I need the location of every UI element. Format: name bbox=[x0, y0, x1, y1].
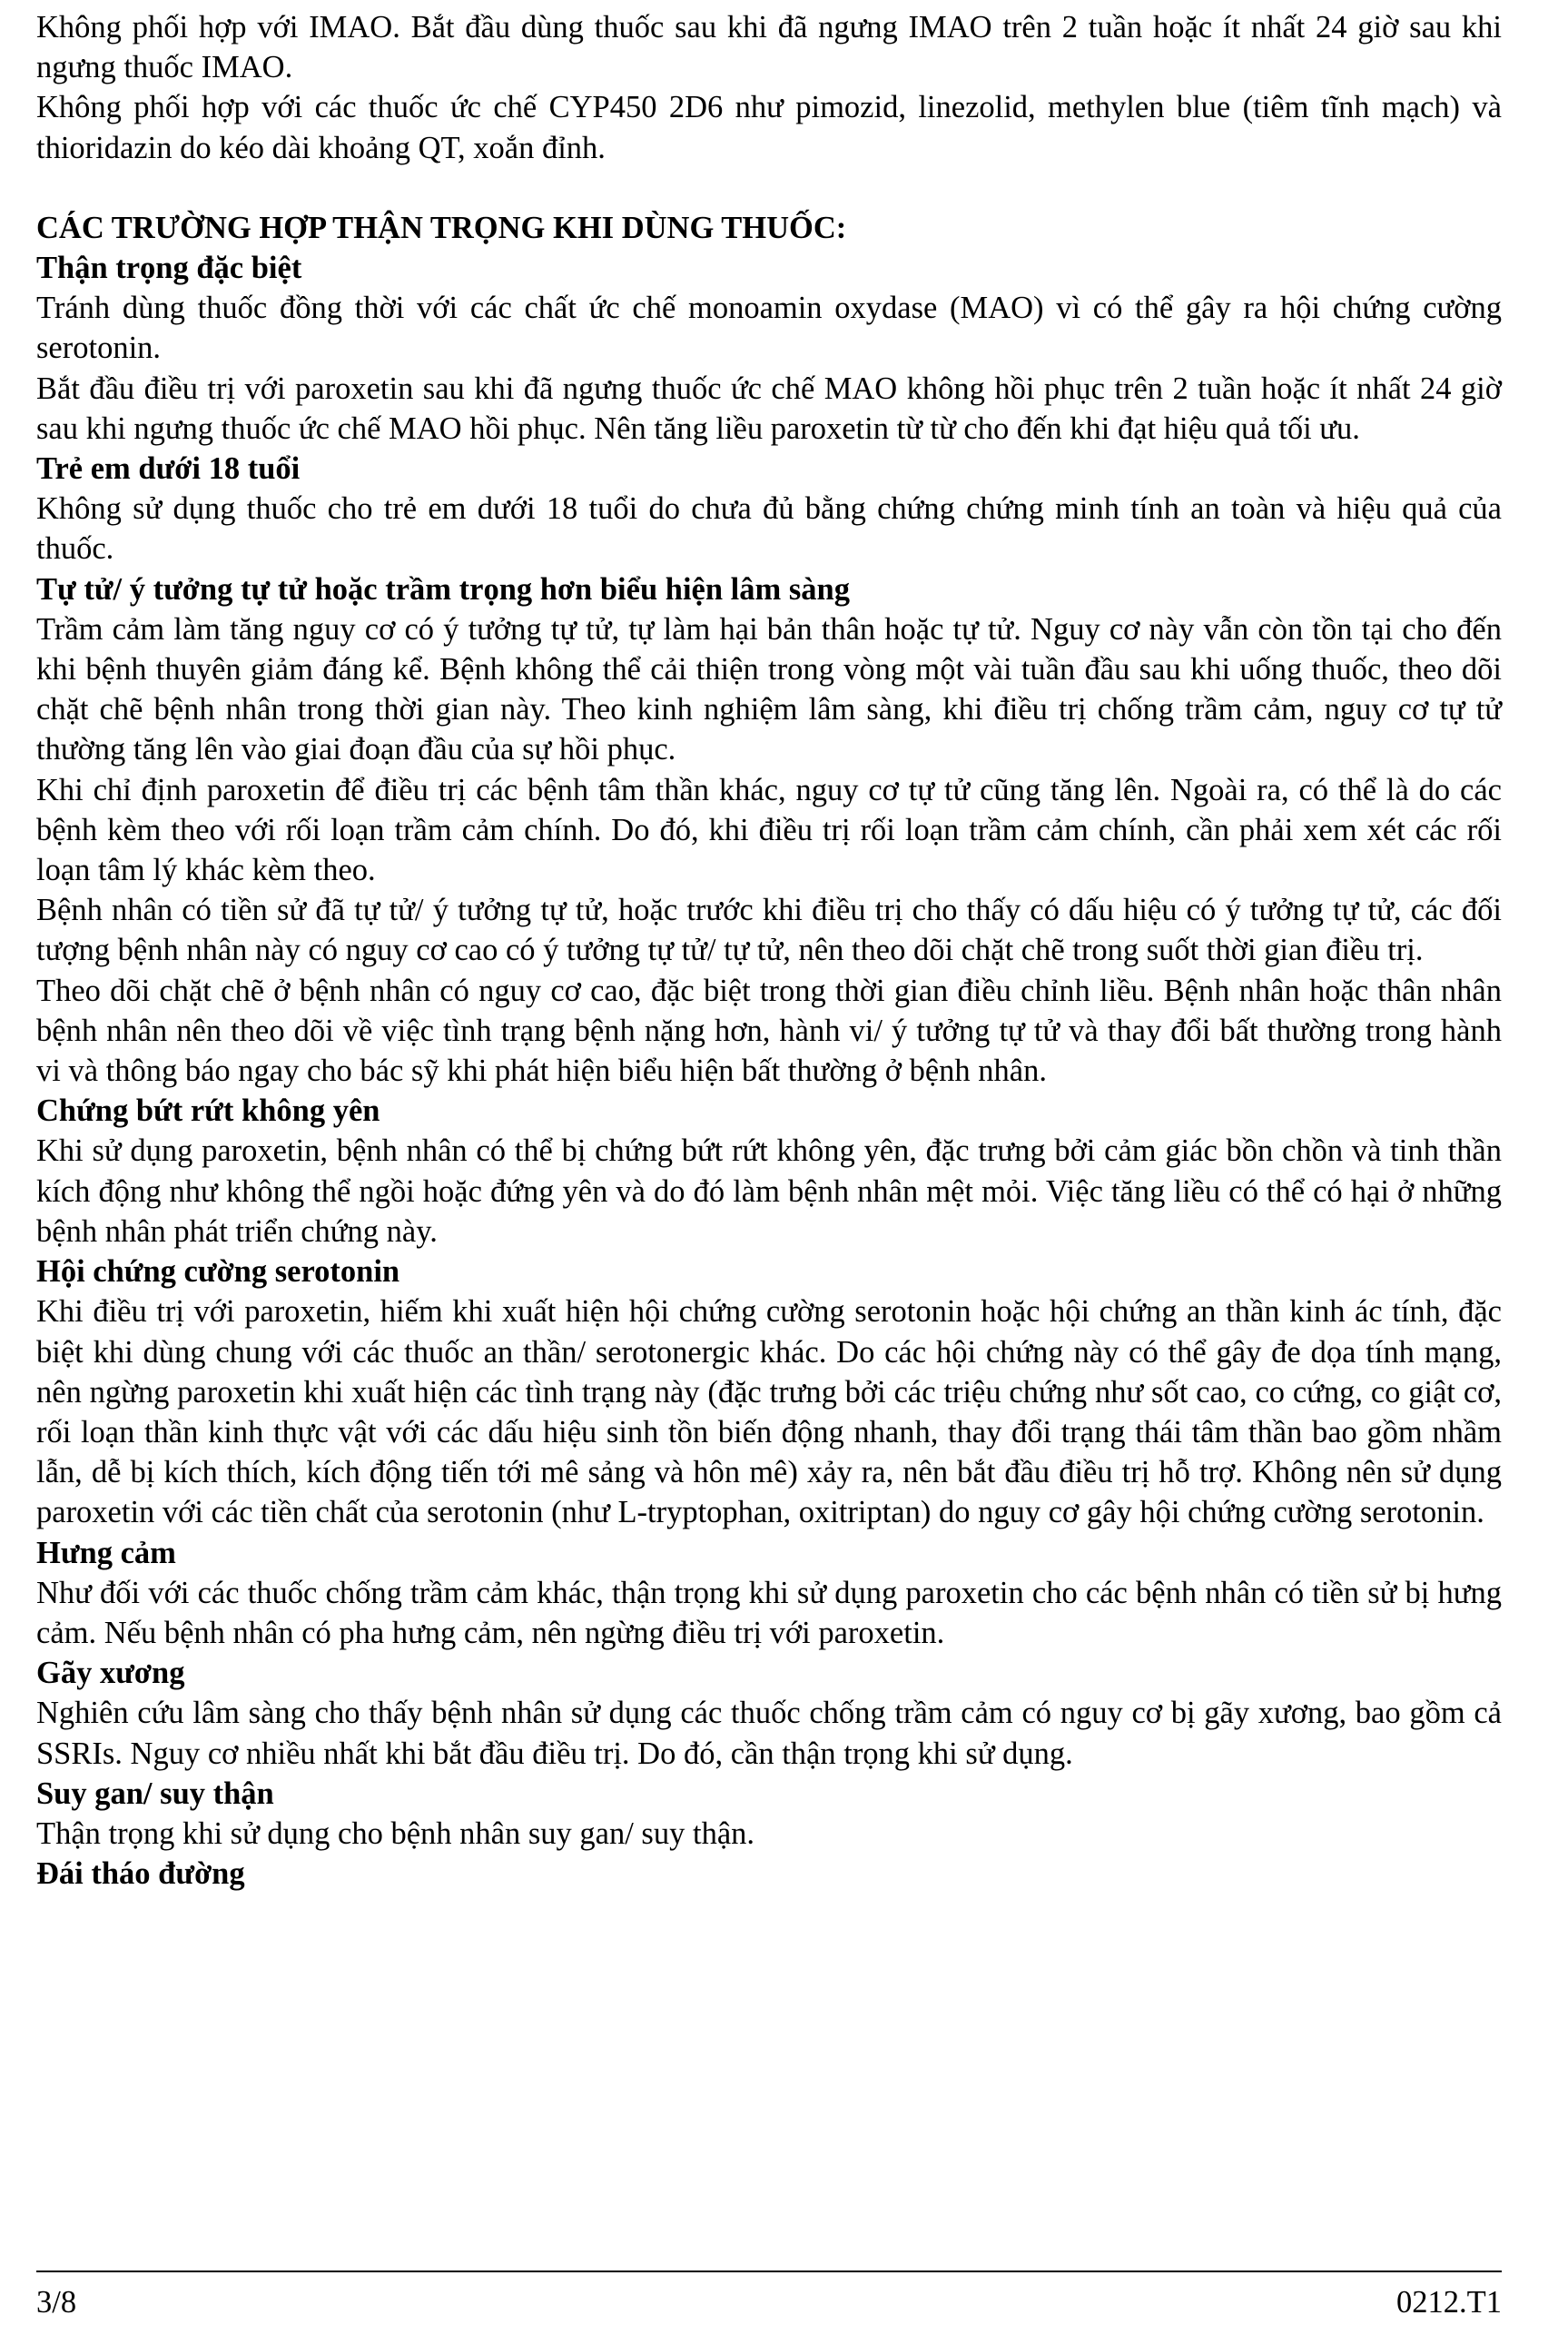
subsection-heading: Hưng cảm bbox=[36, 1535, 176, 1570]
page-footer bbox=[36, 2284, 1502, 2320]
subsection-heading: Đái tháo đường bbox=[36, 1856, 245, 1892]
document-body bbox=[36, 7, 1502, 1894]
paragraph: Khi điều trị với paroxetin, hiếm khi xuất hiện hội chứng cường serotonin hoặc hội chứng an thần kinh ác tính, đặc biệt khi dùng chung với các thuốc an thần/ serotonergic khác. Do các hội chứng này có thể gây đe dọa tính mạng, nên ngừng paroxetin khi xuất hiện các tình trạng này (đặc trưng bởi các triệu chứng như sốt cao, co cứng, co giật cơ, rối loạn thần kinh thực vật với các dấu hiệu sinh tồn biến động nhanh, thay đổi trạng thái tâm thần bao gồm nhầm lẫn, dễ bị kích thích, kích động tiến tới mê sảng và hôn mê) xảy ra, nên bắt đầu điều trị hỗ trợ. Không nên sử dụng paroxetin với các tiền chất của serotonin (như L-tryptophan, oxitriptan) do nguy cơ gây hội chứng cường serotonin. bbox=[36, 1294, 1502, 1530]
subsection-heading: Suy gan/ suy thận bbox=[36, 1776, 274, 1811]
subsection-heading: Gãy xương bbox=[36, 1656, 185, 1691]
section-title: CÁC TRƯỜNG HỢP THẬN TRỌNG KHI DÙNG THUỐC: bbox=[36, 210, 847, 245]
subsection-heading: Chứng bứt rứt không yên bbox=[36, 1093, 380, 1129]
document-code: 0212.T1 bbox=[1396, 2285, 1502, 2320]
footer-divider bbox=[36, 2271, 1502, 2272]
subsection-heading: Trẻ em dưới 18 tuổi bbox=[36, 451, 301, 487]
paragraph: Tránh dùng thuốc đồng thời với các chất ức chế monoamin oxydase (MAO) vì có thể gây ra hội chứng cường serotonin. bbox=[36, 291, 1502, 366]
paragraph: Bắt đầu điều trị với paroxetin sau khi đã ngưng thuốc ức chế MAO không hồi phục trên 2 tuần hoặc ít nhất 24 giờ sau khi ngưng thuốc ức chế MAO hồi phục. Nên tăng liều paroxetin từ từ cho đến khi đạt hiệu quả tối ưu. bbox=[36, 371, 1502, 446]
paragraph: Không sử dụng thuốc cho trẻ em dưới 18 tuổi do chưa đủ bằng chứng chứng minh tính an toàn và hiệu quả của thuốc. bbox=[36, 491, 1502, 567]
paragraph: Như đối với các thuốc chống trầm cảm khác, thận trọng khi sử dụng paroxetin cho các bệnh nhân có tiền sử bị hưng cảm. Nếu bệnh nhân có pha hưng cảm, nên ngừng điều trị với paroxetin. bbox=[36, 1575, 1502, 1650]
paragraph: Thận trọng khi sử dụng cho bệnh nhân suy gan/ suy thận. bbox=[36, 1815, 755, 1851]
subsection-heading: Thận trọng đặc biệt bbox=[36, 251, 302, 286]
paragraph: Khi sử dụng paroxetin, bệnh nhân có thể bị chứng bứt rứt không yên, đặc trưng bởi cảm giác bồn chồn và tinh thần kích động như không thể ngồi hoặc đứng yên và do đó làm bệnh nhân mệt mỏi. Việc tăng liều có thể có hại ở những bệnh nhân phát triển chứng này. bbox=[36, 1133, 1502, 1249]
paragraph: Bệnh nhân có tiền sử đã tự tử/ ý tưởng tự tử, hoặc trước khi điều trị cho thấy có dấu hiệu có ý tưởng tự tử, các đối tượng bệnh nhân này có nguy cơ cao có ý tưởng tự tử/ tự tử, nên theo dõi chặt chẽ trong suốt thời gian điều trị. bbox=[36, 893, 1502, 968]
paragraph: Khi chỉ định paroxetin để điều trị các bệnh tâm thần khác, nguy cơ tự tử cũng tăng lên. Ngoài ra, có thể là do các bệnh kèm theo với rối loạn trầm cảm chính. Do đó, khi điều trị rối loạn trầm cảm chính, cần phải xem xét các rối loạn tâm lý khác kèm theo. bbox=[36, 772, 1502, 888]
subsection-heading: Hội chứng cường serotonin bbox=[36, 1254, 400, 1290]
subsection-heading: Tự tử/ ý tưởng tự tử hoặc trầm trọng hơn biểu hiện lâm sàng bbox=[36, 571, 850, 607]
paragraph: Không phối hợp với các thuốc ức chế CYP450 2D6 như pimozid, linezolid, methylen blue (tiêm tĩnh mạch) và thioridazin do kéo dài khoảng QT, xoắn đỉnh. bbox=[36, 90, 1502, 165]
paragraph: Theo dõi chặt chẽ ở bệnh nhân có nguy cơ cao, đặc biệt trong thời gian điều chỉnh liều. Bệnh nhân hoặc thân nhân bệnh nhân nên theo dõi về việc tình trạng bệnh nặng hơn, hành vi/ ý tưởng tự tử và thay đổi bất thường trong hành vi và thông báo ngay cho bác sỹ khi phát hiện biểu hiện bất thường ở bệnh nhân. bbox=[36, 973, 1502, 1089]
paragraph: Không phối hợp với IMAO. Bắt đầu dùng thuốc sau khi đã ngưng IMAO trên 2 tuần hoặc ít nhất 24 giờ sau khi ngưng thuốc IMAO. bbox=[36, 10, 1502, 85]
paragraph: Nghiên cứu lâm sàng cho thấy bệnh nhân sử dụng các thuốc chống trầm cảm có nguy cơ bị gãy xương, bao gồm cả SSRIs. Nguy cơ nhiều nhất khi bắt đầu điều trị. Do đó, cần thận trọng khi sử dụng. bbox=[36, 1696, 1502, 1771]
page-number: 3/8 bbox=[36, 2285, 77, 2320]
spacer bbox=[36, 168, 1502, 208]
paragraph: Trầm cảm làm tăng nguy cơ có ý tưởng tự tử, tự làm hại bản thân hoặc tự tử. Nguy cơ này vẫn còn tồn tại cho đến khi bệnh thuyên giảm đáng kể. Bệnh không thể cải thiện trong vòng một vài tuần đầu sau khi uống thuốc, theo dõi chặt chẽ bệnh nhân trong thời gian này. Theo kinh nghiệm lâm sàng, khi điều trị chống trầm cảm, nguy cơ tự tử thường tăng lên vào giai đoạn đầu của sự hồi phục. bbox=[36, 611, 1502, 767]
